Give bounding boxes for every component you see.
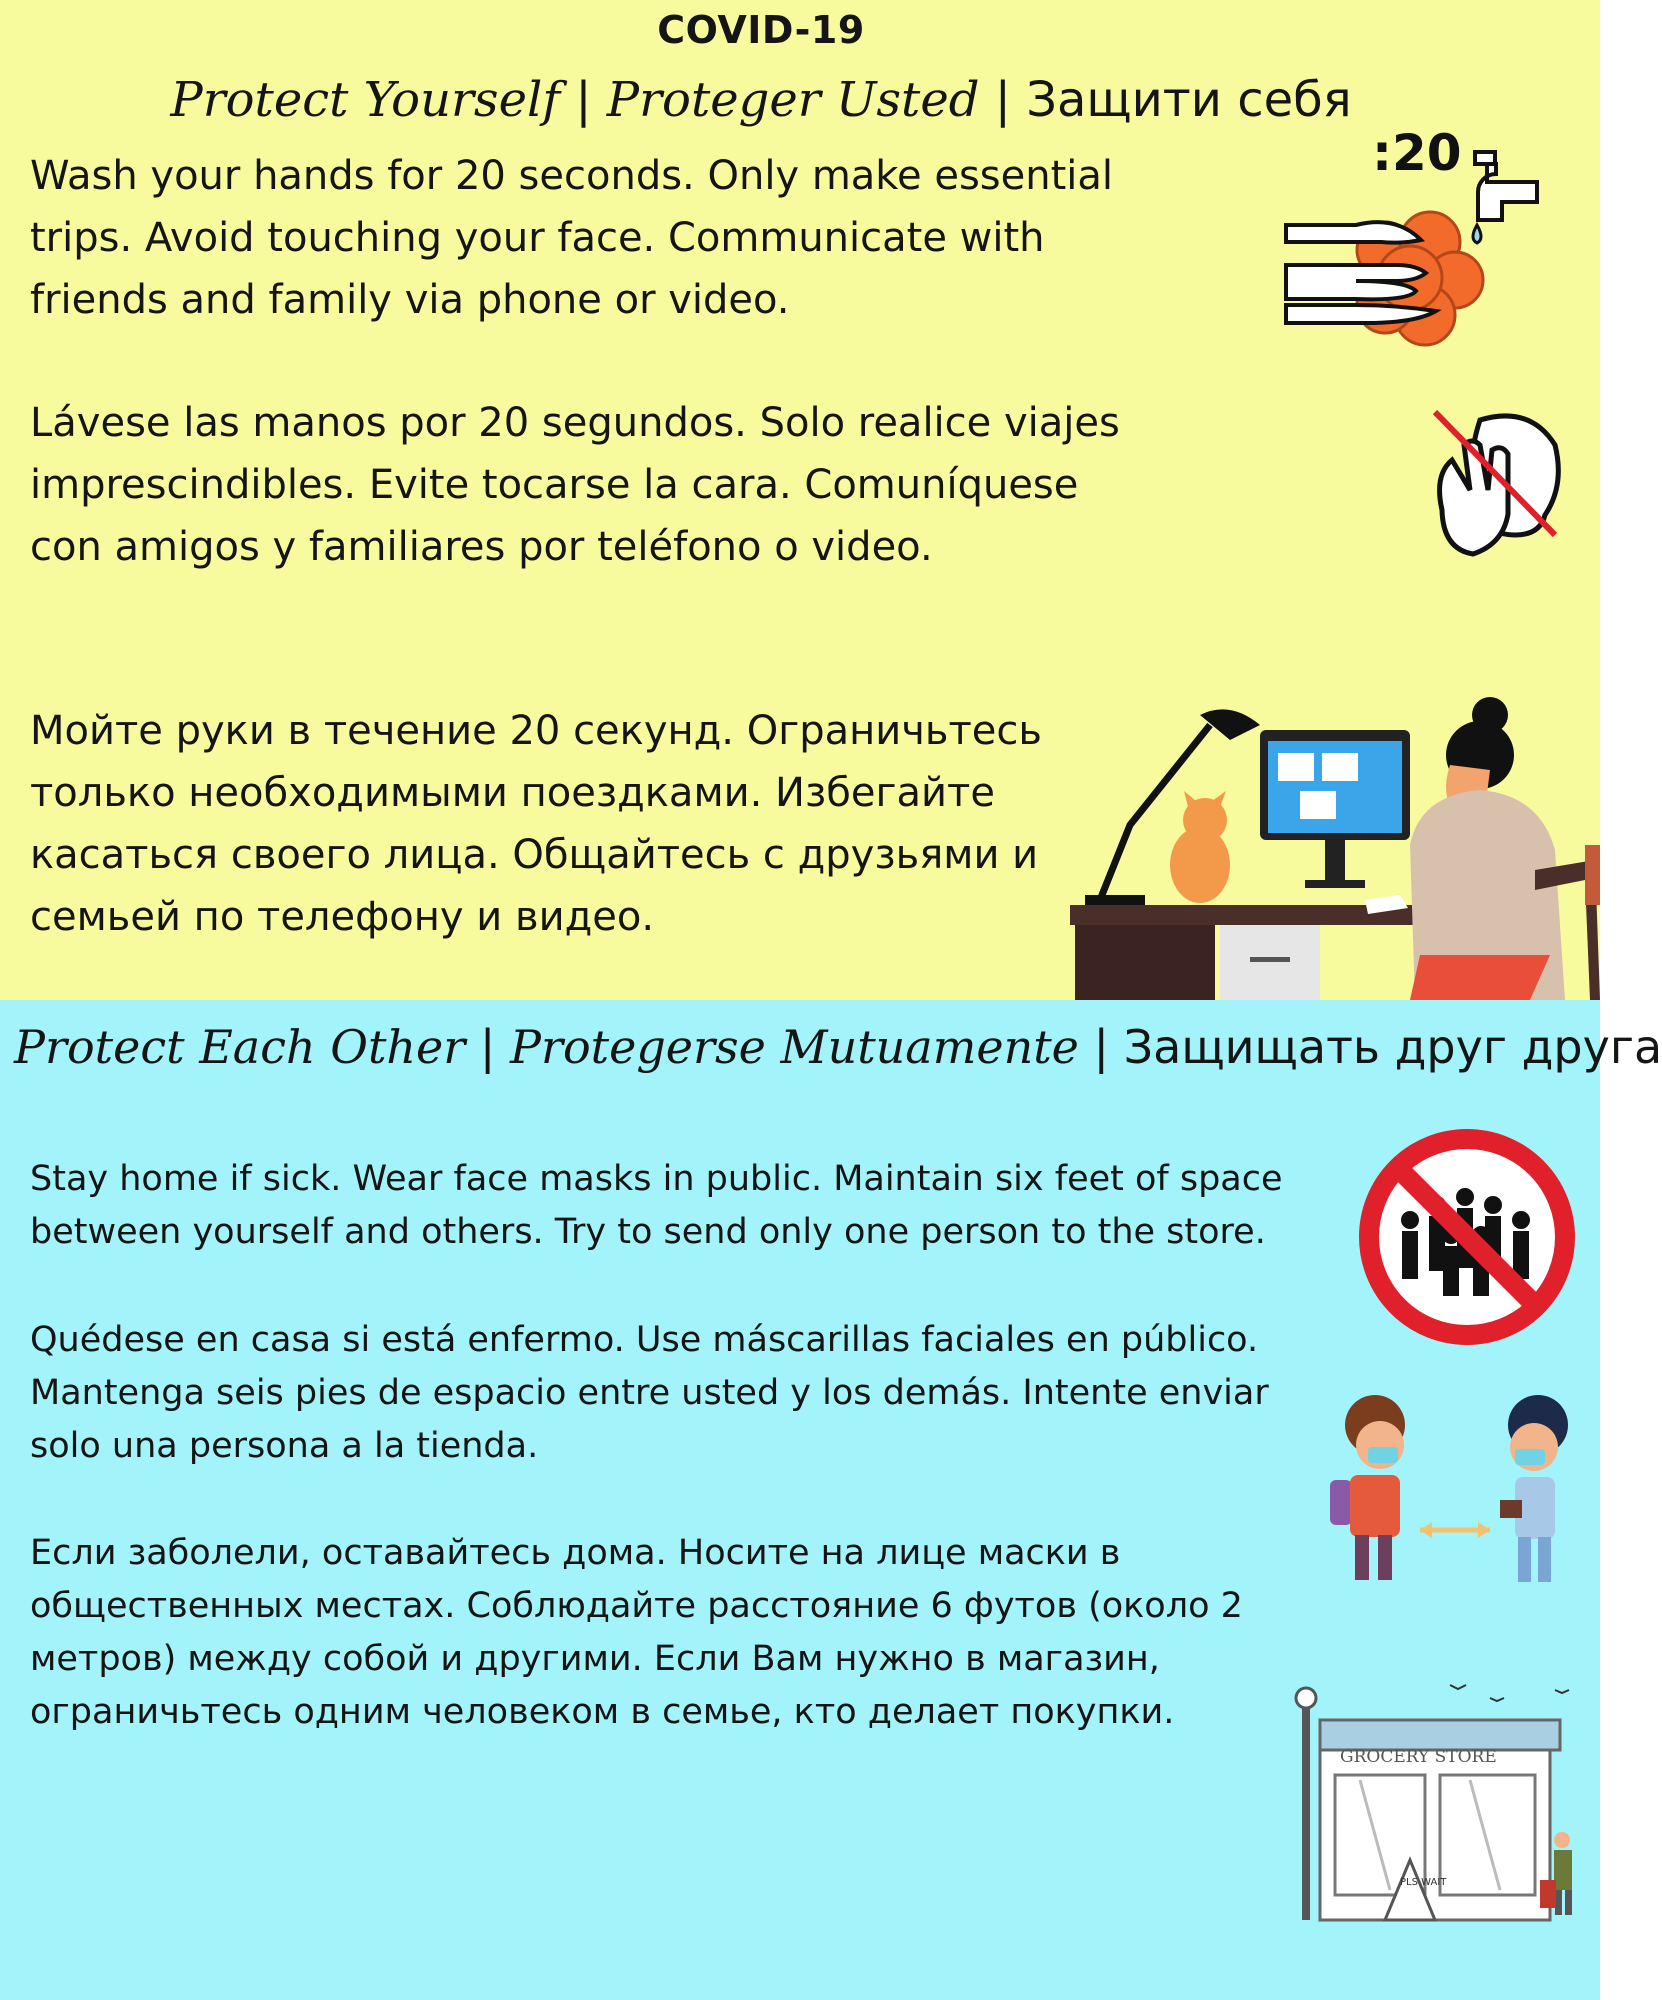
paragraph-en: Stay home if sick. Wear face masks in public. Maintain six feet of space between yourself and others. Try to send only one person to the store. [30, 1159, 1283, 1252]
protect-each-other-heading [14, 1020, 1662, 1074]
heading-es: Protegerse Mutuamente [510, 1020, 1079, 1074]
grocery-store-illustration [1300, 1680, 1600, 1930]
protect-yourself-heading [0, 72, 1522, 128]
paragraph-es: Quédese en casa si está enfermo. Use máscarillas faciales en público. Mantenga seis pies de espacio entre usted y los demás. Intente enviar solo una persona a la tienda. [30, 1320, 1269, 1466]
timer-label: :20 [1372, 124, 1462, 182]
heading-ru: Защищать друг друга [1123, 1020, 1662, 1074]
heading-en: Protect Each Other [14, 1020, 466, 1074]
handwash-icon [1280, 124, 1540, 350]
paragraph-ru: Мойте руки в течение 20 секунд. Ограничьтесь только необходимыми поездками. Избегайте касаться своего лица. Общайтесь с друзьями и семьей по телефону и видео. [30, 708, 1042, 940]
heading-en: Protect Yourself [170, 72, 561, 128]
paragraph-ru: Если заболели, оставайтесь дома. Носите на лице маски в общественных местах. Соблюдайте расстояние 6 футов (около 2 метров) между собой и другими. Если Вам нужно в магазин, ограничьтесь одним человеком в семье, кто делает покупки. [30, 1533, 1243, 1732]
no-crowds-icon [1355, 1125, 1580, 1350]
social-distancing-illustration [1310, 1385, 1595, 1585]
page-title: COVID-19 [657, 8, 865, 52]
heading-separator: | [479, 1020, 496, 1074]
store-sign-label: GROCERY STORE [1340, 1747, 1497, 1767]
heading-separator: | [1093, 1020, 1110, 1074]
paragraph-en: Wash your hands for 20 seconds. Only make essential trips. Avoid touching your face. Communicate with friends and family via phone or video. [30, 153, 1114, 323]
heading-ru: Защити себя [1026, 72, 1352, 128]
paragraph-es: Lávese las manos por 20 segundos. Solo realice viajes imprescindibles. Evite tocarse la cara. Comuníquese con amigos y familiares por teléfono o video. [30, 400, 1120, 570]
home-office-illustration [1060, 695, 1600, 1000]
no-touch-face-icon [1420, 400, 1570, 560]
heading-separator: | [994, 72, 1011, 128]
heading-separator: | [575, 72, 592, 128]
heading-es: Proteger Usted [606, 72, 980, 128]
board-sign-label: PLS WAIT [1400, 1877, 1447, 1888]
